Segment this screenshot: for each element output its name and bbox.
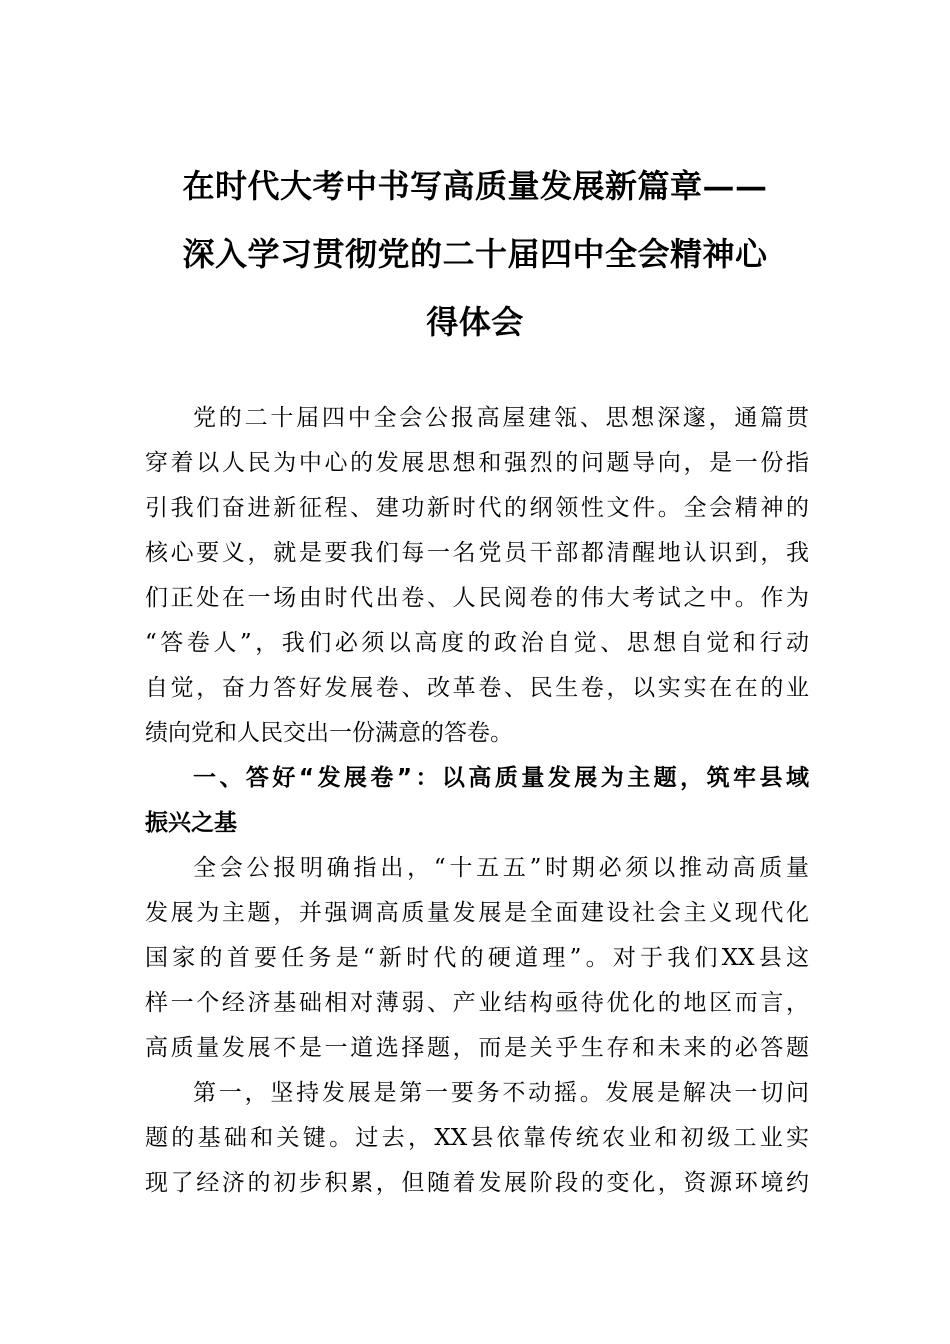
- paragraph-line: 现了经济的初步积累，但随着发展阶段的变化，资源环境约: [145, 1170, 809, 1196]
- paragraph-line: 全会公报明确指出，“十五五”时期必须以推动高质量: [193, 855, 809, 881]
- paragraph-line: 自觉，奋力答好发展卷、改革卷、民生卷，以实实在在的业: [145, 675, 809, 701]
- title-line: 深入学习贯彻党的二十届四中全会精神心: [182, 235, 768, 273]
- paragraph-line: 样一个经济基础相对薄弱、产业结构亟待优化的地区而言，: [145, 990, 809, 1016]
- paragraph-line: 发展为主题，并强调高质量发展是全面建设社会主义现代化: [145, 900, 809, 926]
- paragraph-line: 们正处在一场由时代出卷、人民阅卷的伟大考试之中。作为: [145, 585, 809, 611]
- document-title: [130, 152, 820, 356]
- paragraph-line: 穿着以人民为中心的发展思想和强烈的问题导向，是一份指: [145, 450, 809, 476]
- paragraph-line: 国家的首要任务是“新时代的硬道理”。对于我们XX县这: [145, 945, 809, 971]
- section-heading-line: 振兴之基: [145, 810, 237, 836]
- paragraph-line: 党的二十届四中全会公报高屋建瓴、思想深邃，通篇贯: [193, 405, 809, 431]
- paragraph-line: “答卷人”，我们必须以高度的政治自觉、思想自觉和行动: [145, 630, 809, 656]
- paragraph-line: 核心要义，就是要我们每一名党员干部都清醒地认识到，我: [145, 540, 809, 566]
- title-line: 在时代大考中书写高质量发展新篇章——: [182, 167, 768, 205]
- paragraph-line: 绩向党和人民交出一份满意的答卷。: [145, 720, 513, 746]
- section-heading-line: 一、答好“发展卷”：以高质量发展为主题，筑牢县域: [193, 765, 809, 791]
- paragraph-line: 题的基础和关键。过去，XX县依靠传统农业和初级工业实: [145, 1125, 809, 1151]
- paragraph-line: 高质量发展不是一道选择题，而是关乎生存和未来的必答题: [145, 1035, 809, 1061]
- paragraph-line: 第一，坚持发展是第一要务不动摇。发展是解决一切问: [193, 1080, 809, 1106]
- document-body: [145, 396, 809, 1206]
- paragraph-line: 引我们奋进新征程、建功新时代的纲领性文件。全会精神的: [145, 495, 809, 521]
- title-line: 得体会: [426, 303, 524, 341]
